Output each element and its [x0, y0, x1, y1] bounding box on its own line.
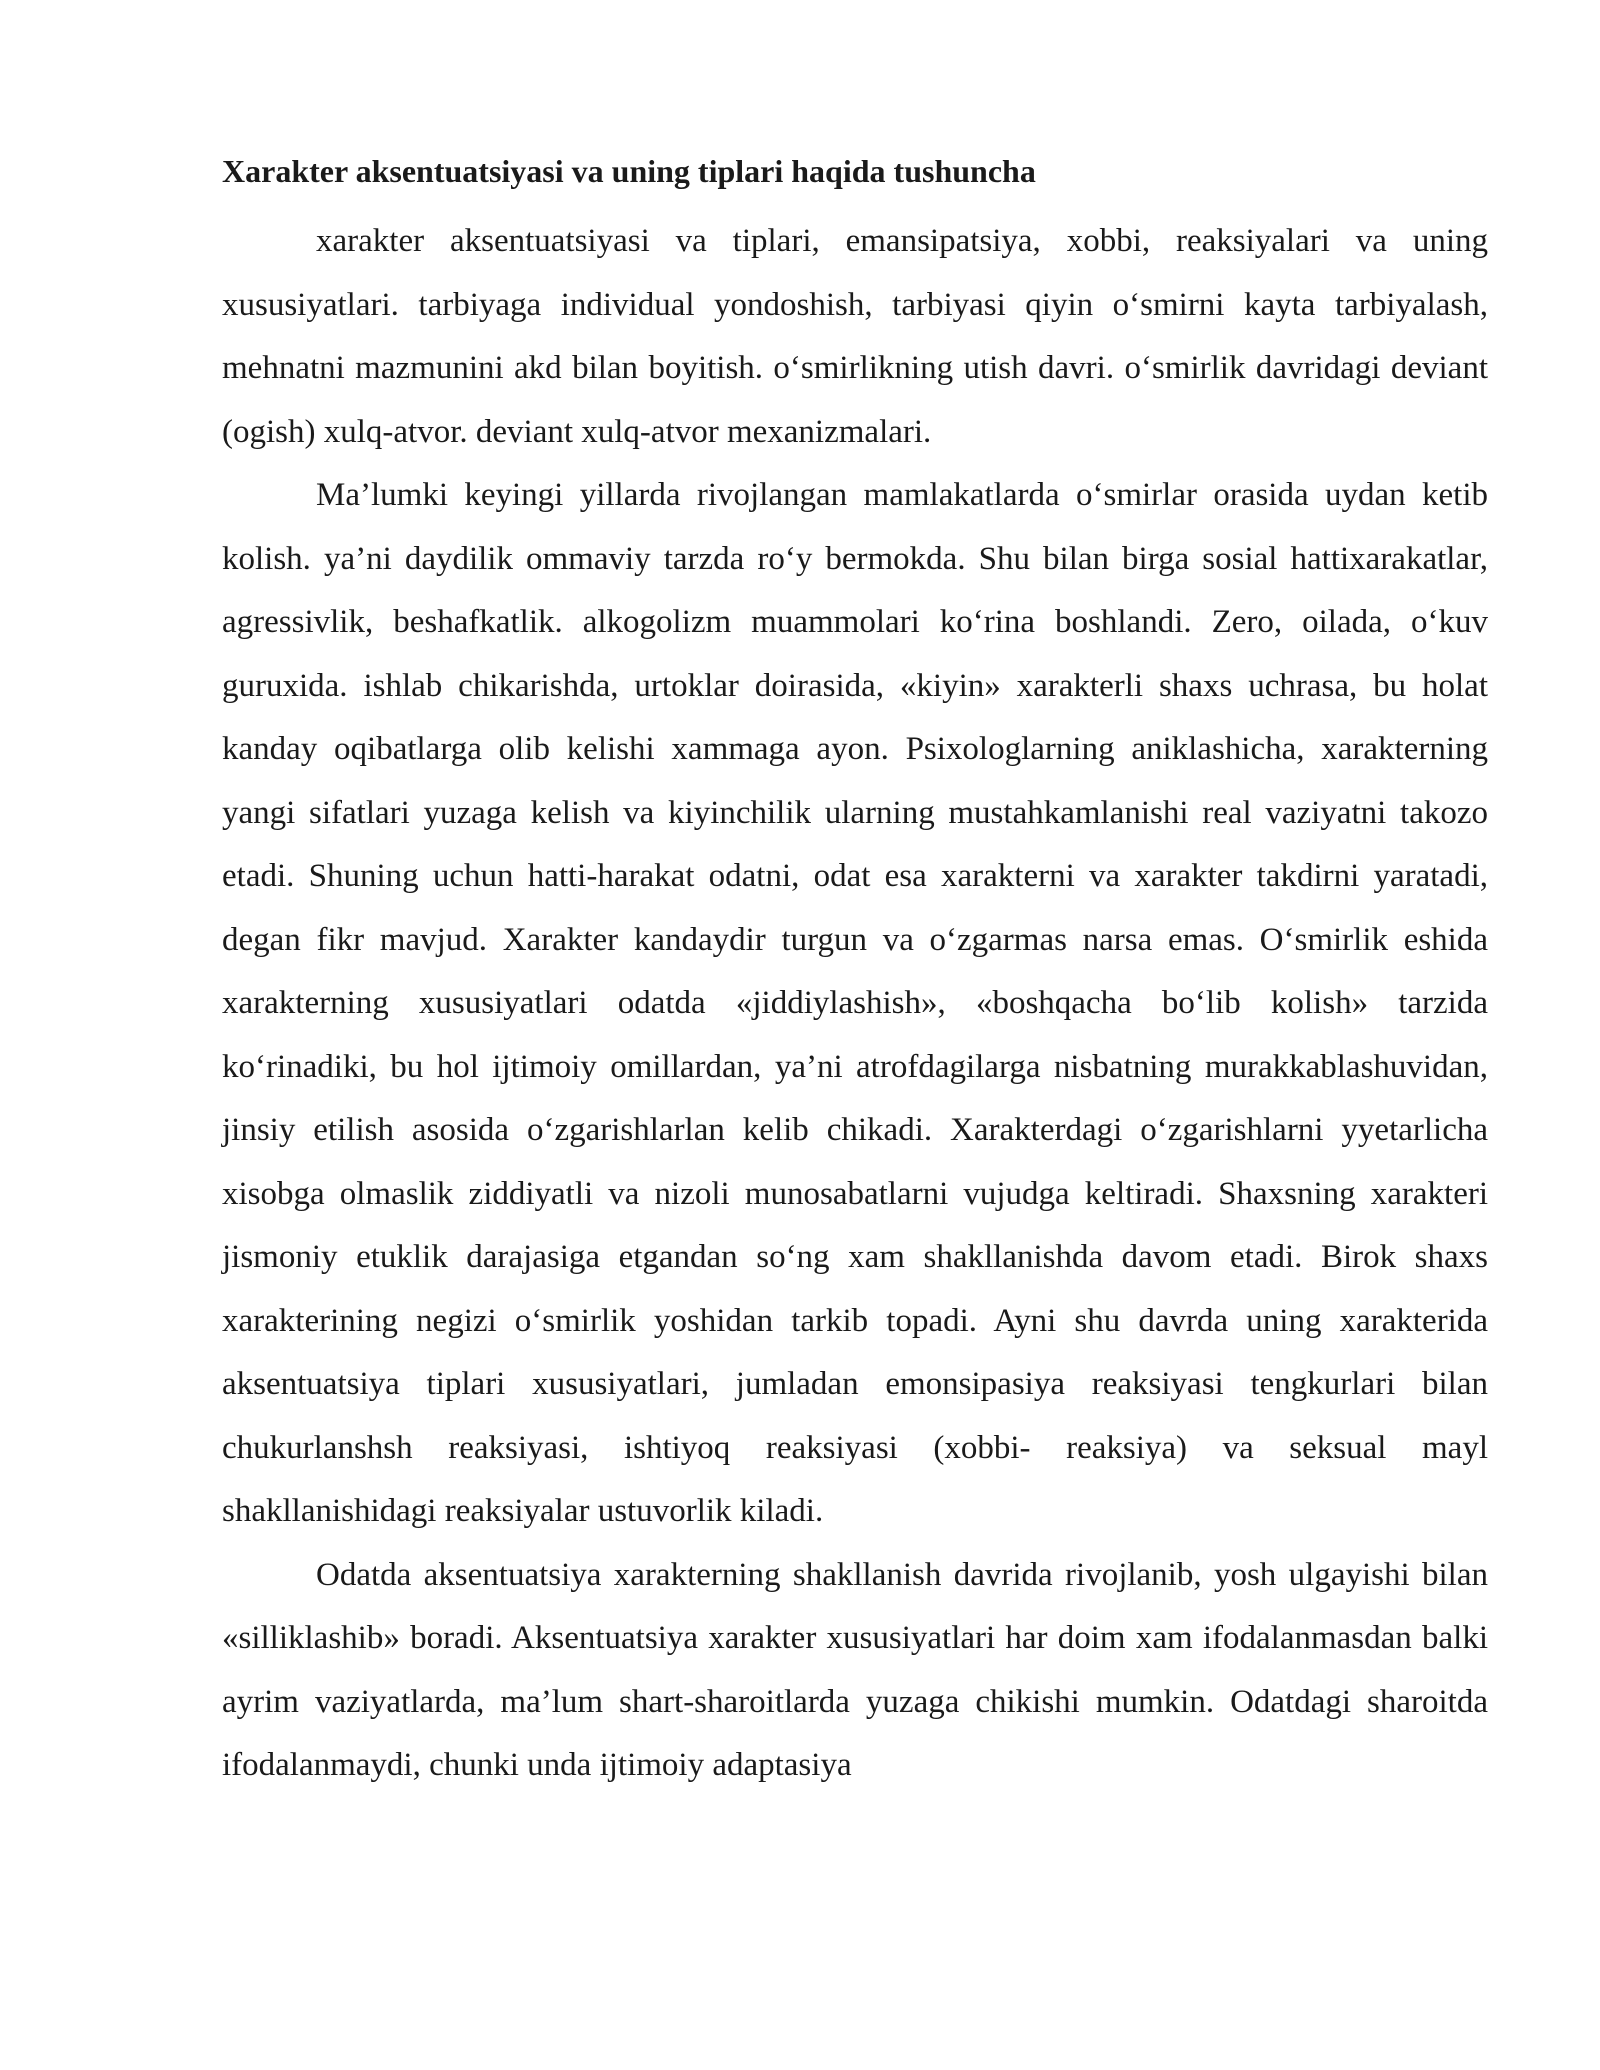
paragraph-main: Ma’lumki keyingi yillarda rivojlangan mamlakatlarda o‘smirlar orasida uydan ketib kolish. ya’ni daydilik ommaviy tarzda ro‘y bermokda. Shu bilan birga sosial hattixarakatlar, agressivlik, beshafkatlik. alkogolizm muammolari ko‘rina boshlandi. Zero, oilada, o‘kuv guruxida. ishlab chikarishda, urtoklar doirasida, «kiyin» xarakterli shaxs uchrasa, bu holat kanday oqibatlarga olib kelishi xammaga ayon. Psixologlarning aniklashicha, xarakterning yangi sifatlari yuzaga kelish va kiyinchilik ularning mustahkamlanishi real vaziyatni takozo etadi. Shuning uchun hatti-harakat odatni, odat esa xarakterni va xarakter takdirni yaratadi, degan fikr mavjud. Xarakter kandaydir turgun va o‘zgarmas narsa emas. O‘smirlik eshida xarakterning xususiyatlari odatda «jiddiylashish», «boshqacha bo‘lib kolish» tarzida ko‘rinadiki, bu hol ijtimoiy omillardan, ya’ni atrofdagilarga nisbatning murakkablashuvidan, jinsiy etilish asosida o‘zgarishlarlan kelib chikadi. Xarakterdagi o‘zgarishlarni yyetarlicha xisobga olmaslik ziddiyatli va nizoli munosabatlarni vujudga keltiradi. Shaxsning xarakteri jismoniy etuklik darajasiga etgandan so‘ng xam shakllanishda davom etadi. Birok shaxs xarakterining negizi o‘smirlik yoshidan tarkib topadi. Ayni shu davrda uning xarakterida aksentuatsiya tiplari xususiyatlari, jumladan emonsipasiya reaksiyasi tengkurlari bilan chukurlanshsh reaksiyasi, ishtiyoq reaksiyasi (xobbi- reaksiya) va seksual mayl shakllanishidagi reaksiyalar ustuvorlik kiladi.	[222, 477, 1488, 1529]
document-body	[222, 146, 1488, 1798]
paragraph-accentuation: Odatda aksentuatsiya xarakterning shakllanish davrida rivojlanib, yosh ulgayishi bilan «silliklashib» boradi. Aksentuatsiya xarakter xususiyatlari har doim xam ifodalanmasdan balki ayrim vaziyatlarda, ma’lum shart-sharoitlarda yuzaga chikishi mumkin. Odatdagi sharoitda ifodalanmaydi, chunki unda ijtimoiy adaptasiya	[222, 1556, 1488, 1783]
document-title: Xarakter aksentuatsiyasi va uning tiplari haqida tushuncha	[222, 153, 1036, 189]
paragraph-keywords: xarakter aksentuatsiyasi va tiplari, emansipatsiya, xobbi, reaksiyalari va uning xususiyatlari. tarbiyaga individual yondoshish, tarbiyasi qiyin o‘smirni kayta tarbiyalash, mehnatni mazmunini akd bilan boyitish. o‘smirlikning utish davri. o‘smirlik davridagi deviant (ogish) xulq-atvor. deviant xulq-atvor mexanizmalari.	[222, 223, 1488, 450]
